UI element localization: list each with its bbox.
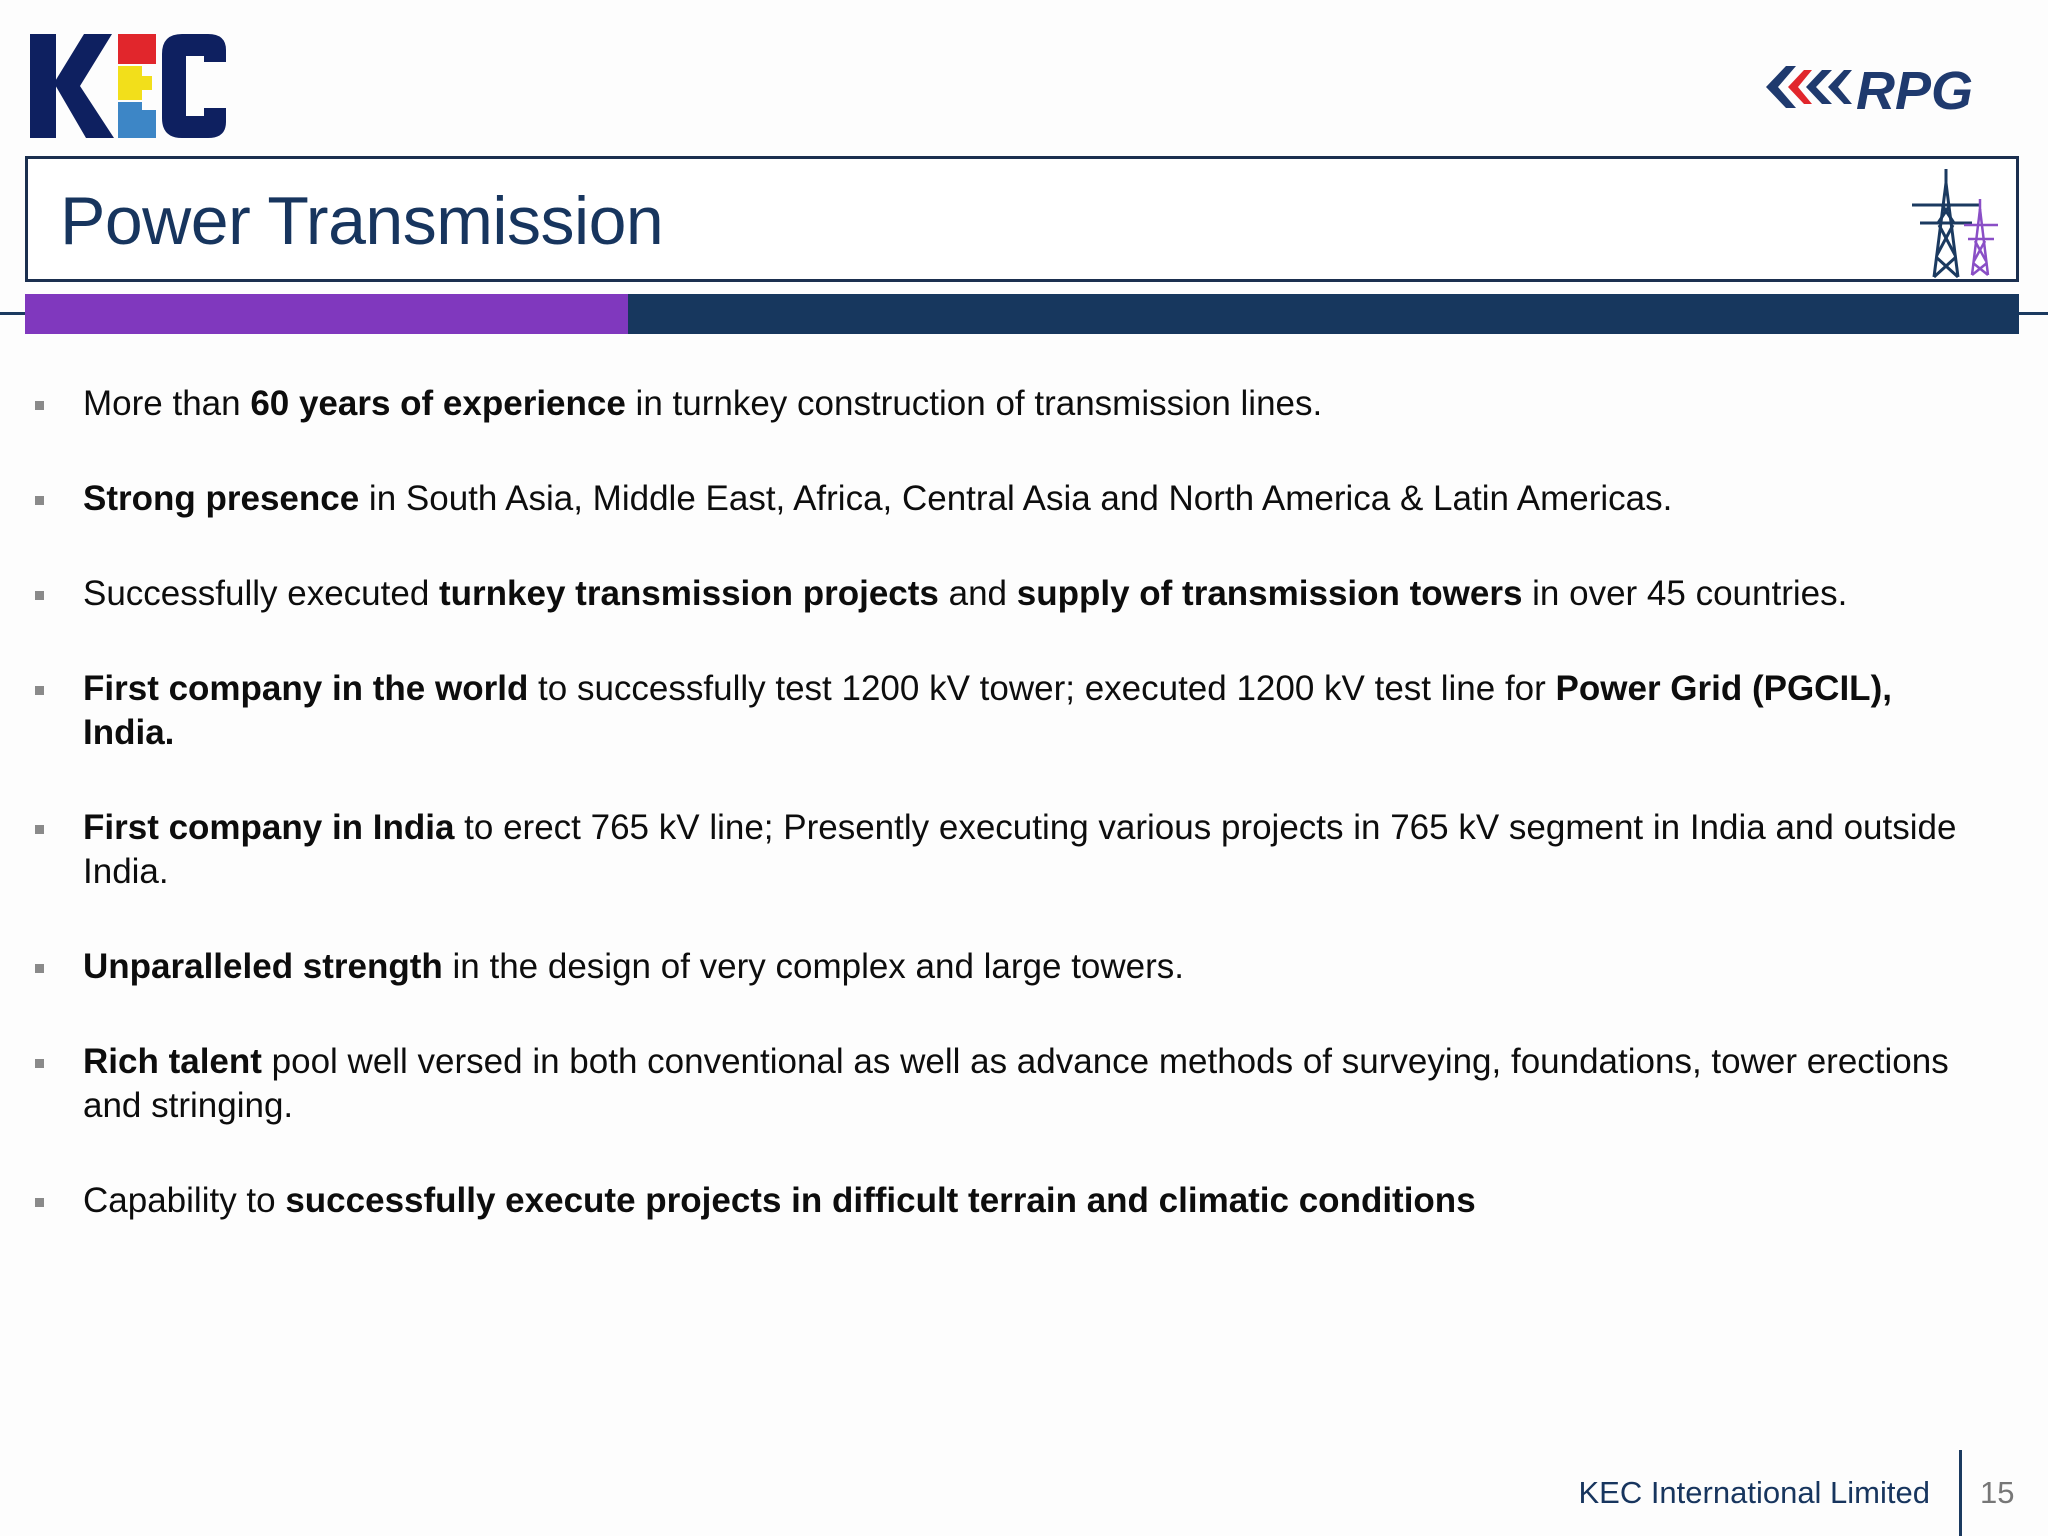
bullet-square-icon <box>35 964 44 973</box>
bullet-text: to successfully test 1200 kV tower; executed 1200 kV test line for <box>528 669 1556 708</box>
bullet-text-bold: 60 years of experience <box>250 384 626 423</box>
bullet-text-bold: successfully execute projects in difficult terrain and climatic conditions <box>285 1181 1476 1220</box>
bullet-text: and <box>938 574 1017 613</box>
bullet-item <box>0 945 2000 989</box>
transmission-tower-icon <box>1906 165 2006 280</box>
bullet-text-bold: turnkey transmission projects <box>439 574 939 613</box>
bullet-text-bold: Unparalleled strength <box>83 947 443 986</box>
accent-band-purple <box>25 294 628 334</box>
bullet-text-bold: First company in the world <box>83 669 529 708</box>
bullet-text: Successfully executed <box>83 574 440 613</box>
page-title: Power Transmission <box>60 183 664 259</box>
footer-divider <box>1959 1450 1962 1536</box>
bullet-square-icon <box>35 401 44 410</box>
bullet-text: in South Asia, Middle East, Africa, Central Asia and North America & Latin Americas. <box>359 479 1673 518</box>
bullet-square-icon <box>35 1198 44 1207</box>
bullet-square-icon <box>35 496 44 505</box>
bullet-item <box>0 477 2000 521</box>
bullet-square-icon <box>35 1059 44 1068</box>
bullet-text-bold: Power Grid (PGCIL), India. <box>83 669 1892 752</box>
kec-logo <box>30 28 230 143</box>
bullet-text: to erect 765 kV line; Presently executing various projects in 765 kV segment in India and outside India. <box>83 808 1957 891</box>
bullet-square-icon <box>35 825 44 834</box>
bullet-text: Capability to <box>83 1181 286 1220</box>
bullet-item <box>0 1040 2000 1128</box>
bullet-item <box>0 1179 2000 1223</box>
bullet-item <box>0 382 2000 426</box>
bullet-list <box>0 382 2000 1274</box>
bullet-square-icon <box>35 686 44 695</box>
bullet-text: in turnkey construction of transmission lines. <box>625 384 1323 423</box>
bullet-item <box>0 667 2000 755</box>
bullet-item <box>0 806 2000 894</box>
bullet-text: More than <box>83 384 251 423</box>
bullet-text-bold: Strong presence <box>83 479 360 518</box>
title-box <box>25 156 2019 282</box>
footer-company-name: KEC International Limited <box>1578 1475 1930 1510</box>
rpg-logo <box>1758 52 2018 122</box>
bullet-text-bold: Rich talent <box>83 1042 262 1081</box>
bullet-text-bold: supply of transmission towers <box>1016 574 1523 613</box>
accent-band-navy <box>628 294 2019 334</box>
bullet-square-icon <box>35 591 44 600</box>
page-number: 15 <box>1980 1475 2015 1510</box>
bullet-text: in over 45 countries. <box>1522 574 1848 613</box>
svg-text:RPG: RPG <box>1856 61 1974 121</box>
bullet-text-bold: First company in India <box>83 808 455 847</box>
bullet-text: in the design of very complex and large towers. <box>442 947 1185 986</box>
bullet-item <box>0 572 2000 616</box>
bullet-text: pool well versed in both conventional as well as advance methods of surveying, foundations, tower erections and stringing. <box>83 1042 1949 1125</box>
